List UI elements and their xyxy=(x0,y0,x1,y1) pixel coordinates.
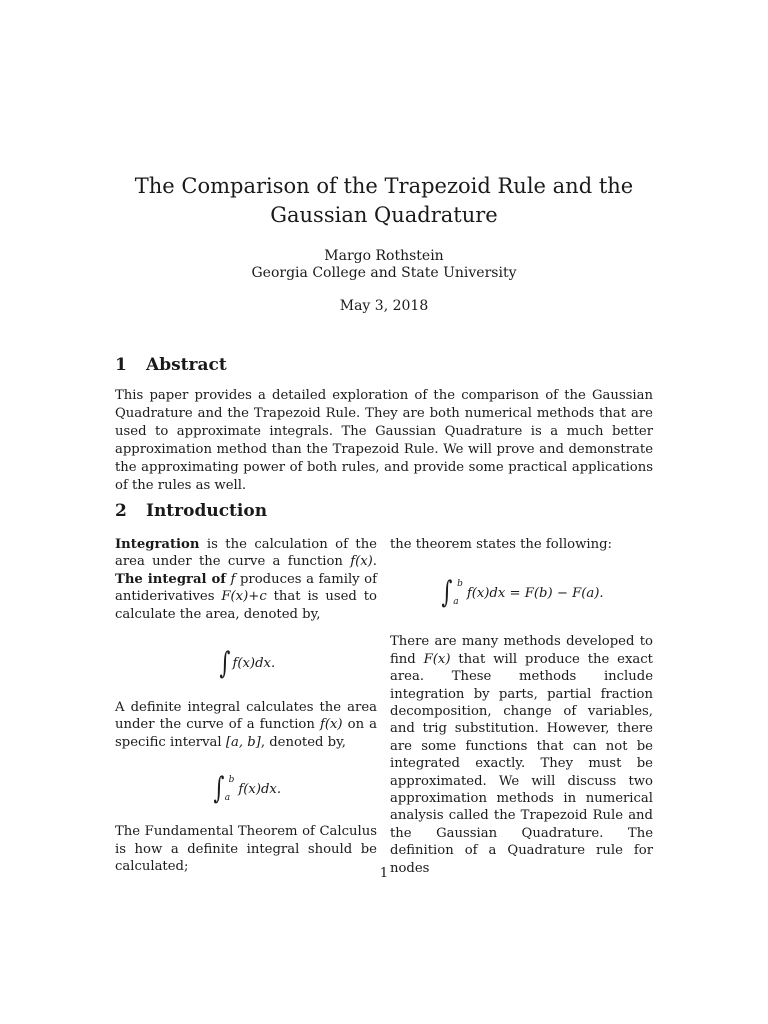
integral-sign: ∫ xyxy=(219,646,231,682)
text-run: . xyxy=(372,554,377,570)
abstract-text: This paper provides a detailed exploration of the comparison of the Gaussian Quadrature and the Trapezoid Rule. They are both numerical methods that are used to approximate integrals. The Gaussian Quadrature is a much better approximation method than the Trapezoid Rule. We will prove and demonstrate the approximating power of both rules, and provide some practical applications of the rules as well. xyxy=(115,388,653,493)
term-integration: Integration xyxy=(115,537,200,552)
integral-sign: ∫ xyxy=(213,771,225,807)
math-inline: F(x) xyxy=(423,651,451,667)
text-run: on a specific interval xyxy=(115,717,377,750)
section-title: Introduction xyxy=(146,501,268,521)
intro-paragraph-2 xyxy=(115,699,377,751)
section-number: 2 xyxy=(115,501,127,521)
paper-date: May 3, 2018 xyxy=(339,298,429,314)
equation-text: f(x)dx. xyxy=(232,656,276,672)
equation-indefinite-integral xyxy=(115,643,377,685)
math-inline: F(x)+c xyxy=(221,589,267,605)
intro-right-column xyxy=(390,536,653,877)
page-number: 1 xyxy=(379,866,389,881)
text-run: is the calculation of the area under the curve a function xyxy=(115,537,377,570)
integral-limits xyxy=(223,772,235,806)
lower-limit: a xyxy=(224,792,231,803)
equation-text: f(x)dx. xyxy=(238,781,282,797)
intro-paragraph-5 xyxy=(390,633,653,877)
author-affiliation: Georgia College and State University xyxy=(251,265,517,281)
intro-paragraph-1 xyxy=(115,536,377,623)
section-heading-introduction xyxy=(115,500,267,522)
math-inline: [a, b] xyxy=(225,734,261,750)
text-run: There are many methods developed to find xyxy=(390,634,653,667)
equation-definite-integral xyxy=(115,769,377,809)
section-heading-abstract xyxy=(115,354,227,376)
author-name: Margo Rothstein xyxy=(324,248,444,264)
math-inline: f(x) xyxy=(350,554,373,570)
integral-sign: ∫ xyxy=(441,575,453,611)
intro-left-column xyxy=(115,536,377,875)
section-number: 1 xyxy=(115,355,127,375)
text-run: that is used to calculate the area, denoted by, xyxy=(115,589,377,622)
upper-limit: b xyxy=(457,579,463,590)
section-title: Abstract xyxy=(146,355,227,375)
math-inline: f(x) xyxy=(319,717,343,733)
integral-limits xyxy=(451,576,463,610)
text-run: produces a family of antiderivatives xyxy=(115,571,377,605)
intro-paragraph-4: the theorem states the following: xyxy=(390,537,612,552)
math-inline: f xyxy=(225,571,236,587)
text-run: that will produce the exact area. These methods include integration by parts, partial fraction decomposition, change of variables, and trig substitution. However, there are some functions that can not be integrated exactly. They must be approximated. We will discuss two approximation methods in numerical analysis called the Trapezoid Rule and the Gaussian Quadrature. The definition of a Quadrature rule for nodes xyxy=(390,651,653,876)
paper-title: The Comparison of the Trapezoid Rule and the Gaussian Quadrature xyxy=(134,174,634,227)
term-integral-of: The integral of xyxy=(115,571,226,587)
lower-limit: a xyxy=(453,596,459,607)
equation-fundamental-theorem xyxy=(390,573,653,613)
equation-text: f(x)dx = F(b) − F(a). xyxy=(466,585,604,601)
upper-limit: b xyxy=(228,775,235,786)
text-run: A definite integral calculates the area under the curve of a function xyxy=(115,700,377,733)
intro-paragraph-3: The Fundamental Theorem of Calculus is how a definite integral should be calculated; xyxy=(115,824,377,875)
text-run: , denoted by, xyxy=(260,734,346,750)
